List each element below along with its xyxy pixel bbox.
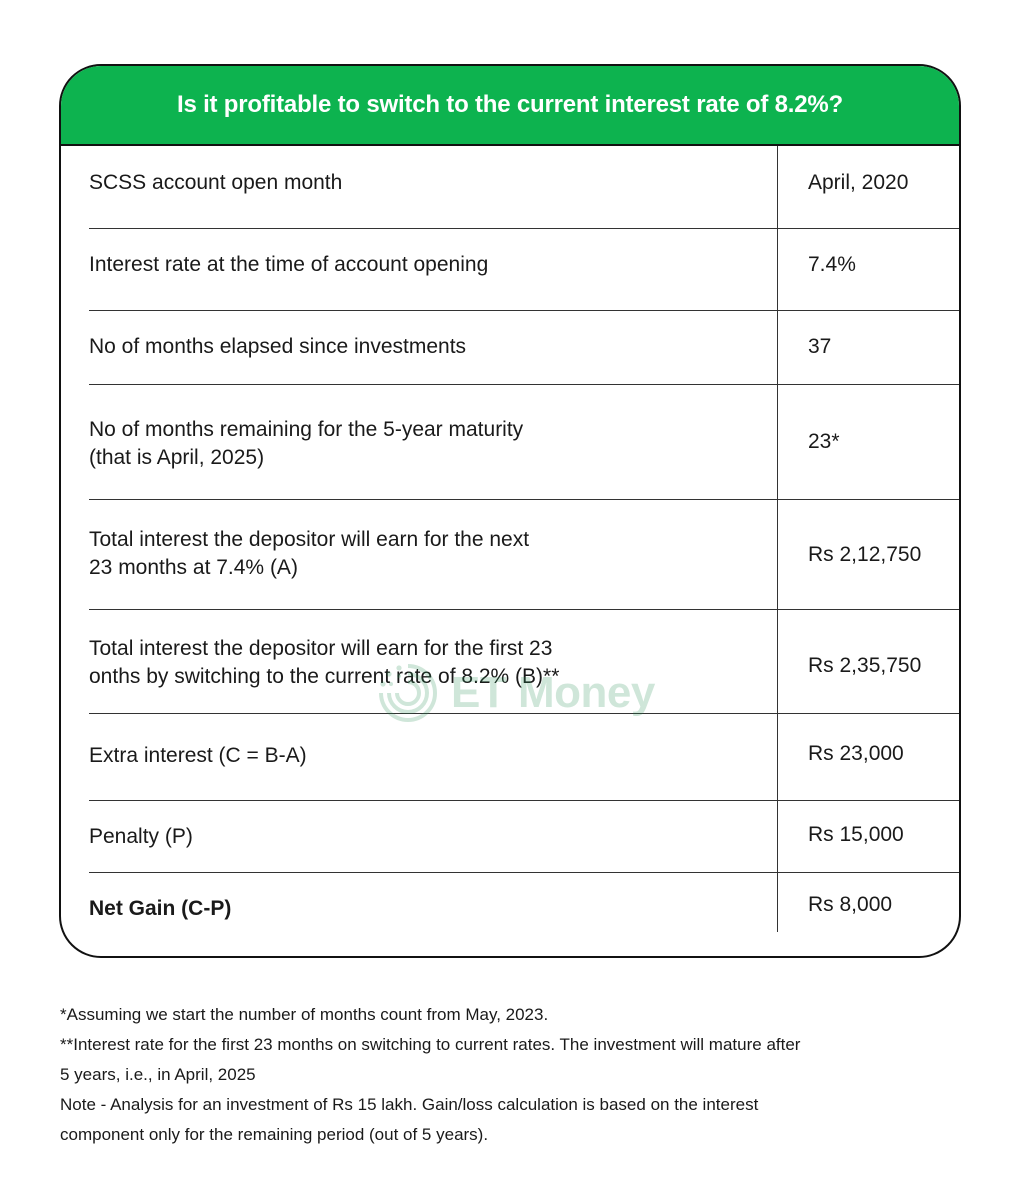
et-money-logo-icon (375, 660, 441, 726)
watermark (375, 660, 655, 726)
row-divider (89, 872, 961, 873)
row-divider (89, 228, 961, 229)
card-title: Is it profitable to switch to the current interest rate of 8.2%? (177, 91, 843, 118)
column-divider (777, 146, 778, 932)
row-label-line2: 23 months at 7.4% (A) (89, 556, 298, 579)
row-value: Rs 2,35,750 (808, 654, 922, 677)
row-label: Extra interest (C = B-A) (89, 744, 307, 767)
footnotes (60, 1000, 960, 1150)
row-value: Rs 15,000 (808, 823, 904, 846)
row-value: 37 (808, 335, 832, 358)
row-label: Interest rate at the time of account opening (89, 253, 489, 276)
row-value: Rs 2,12,750 (808, 543, 922, 566)
row-label: SCSS account open month (89, 171, 343, 194)
row-divider (89, 499, 961, 500)
row-label: Penalty (P) (89, 825, 193, 848)
row-label-line2: (that is April, 2025) (89, 446, 265, 469)
row-value: 23* (808, 430, 840, 453)
footnote: Note - Analysis for an investment of Rs 15 lakh. Gain/loss calculation is based on the interest (60, 1095, 759, 1114)
row-value: Rs 8,000 (808, 893, 893, 916)
comparison-card (59, 64, 961, 958)
row-label-line2: onths by switching to the current rate of 8.2% (B)** (89, 665, 560, 688)
watermark-text: ET Money (451, 668, 655, 717)
row-label: Net Gain (C-P) (89, 897, 232, 920)
row-divider (89, 609, 961, 610)
card-header (61, 66, 959, 146)
row-value: 7.4% (808, 253, 856, 276)
row-label: No of months elapsed since investments (89, 335, 467, 358)
row-divider (89, 800, 961, 801)
row-divider (89, 310, 961, 311)
row-label-line1: No of months remaining for the 5-year maturity (89, 418, 524, 441)
row-label-line1: Total interest the depositor will earn for the first 23 (89, 637, 553, 660)
row-divider (89, 384, 961, 385)
row-value: April, 2020 (808, 171, 909, 194)
footnote: *Assuming we start the number of months count from May, 2023. (60, 1005, 549, 1024)
footnote: 5 years, i.e., in April, 2025 (60, 1065, 256, 1084)
row-label-line1: Total interest the depositor will earn for the next (89, 528, 530, 551)
row-value: Rs 23,000 (808, 742, 904, 765)
footnote: **Interest rate for the first 23 months on switching to current rates. The investment will mature after (60, 1035, 801, 1054)
footnote: component only for the remaining period (out of 5 years). (60, 1125, 489, 1144)
